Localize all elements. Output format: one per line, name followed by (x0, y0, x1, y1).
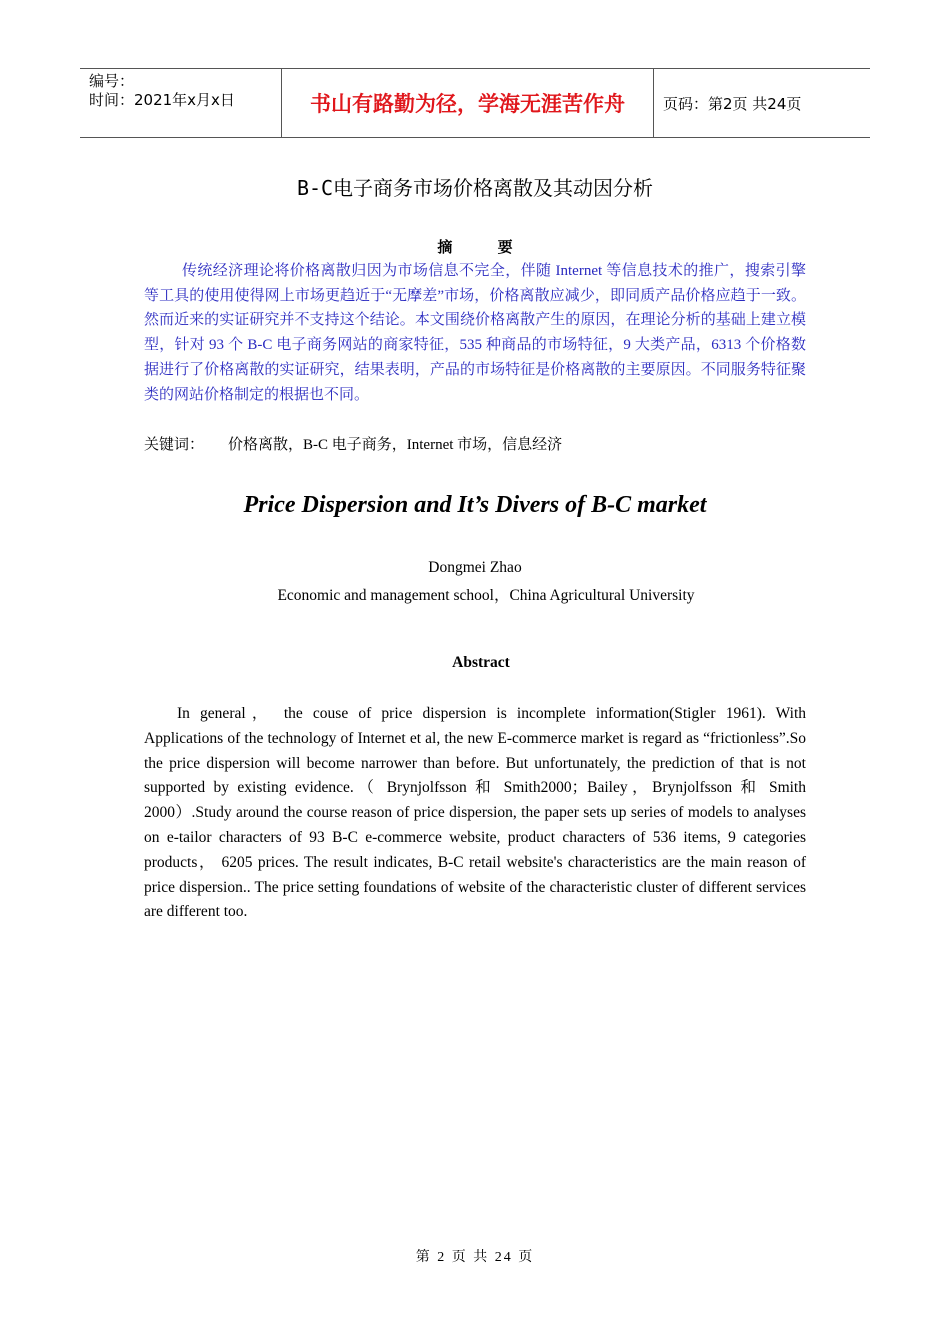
author-affiliation: Economic and management school，China Agricultural University (277, 587, 695, 604)
header-page-info: 页码：第2页 共24页 (663, 94, 802, 113)
keywords-line (144, 434, 806, 456)
abstract-heading-chinese: 摘 要 (437, 238, 533, 256)
header-meta (80, 69, 281, 137)
header-motto: 书山有路勤为径，学海无涯苦作舟 (281, 69, 654, 137)
page-footer: 第 2 页 共 24 页 (415, 1250, 535, 1265)
abstract-english: In general， the couse of price dispersion is incomplete information(Stigler 1961). With Applications of the technology of Internet et al, the new E-commerce market is regard as “frictionless”.So the price dispersion will become narrower than before. But unfortunately, the prediction of that is not supported by existing evidence.（ Brynjolfsson 和 Smith2000；Bailey，Brynjolfsson 和 Smith 2000）.Study around the course reason of price dispersion, the paper sets up series of models to analyses on e-tailor characters of 93 B-C e-commerce website, product characters of 536 items, 9 categories products， 6205 prices. The result indicates, B-C retail website's characteristics are the main reason of price dispersion.. The price setting foundations of website of the characteristic cluster of different services are different too. (144, 705, 806, 921)
abstract-heading-english: Abstract (452, 654, 510, 671)
title-english: Price Dispersion and It’s Divers of B-C market (243, 492, 707, 518)
keywords-label: 关键词： (144, 437, 205, 453)
header-number-label: 编号： (89, 72, 135, 90)
keywords-text: 价格离散，B-C 电子商务，Internet 市场，信息经济 (228, 437, 563, 453)
header-date-label: 时间：2021年x月x日 (89, 91, 235, 109)
title-chinese: B-C电子商务市场价格离散及其动因分析 (296, 176, 654, 200)
abstract-chinese: 传统经济理论将价格离散归因为市场信息不完全，伴随 Internet 等信息技术的推广，搜索引擎等工具的使用使得网上市场更趋近于“无摩差”市场，价格离散应减少，即同质产品价格应趋于一致。然而近来的实证研究并不支持这个结论。本文围绕价格离散产生的原因，在理论分析的基础上建立模型，针对 93 个 B-C 电子商务网站的商家特征，535 种商品的市场特征，9 大类产品，6313 个价格数据进行了价格离散的实证研究，结果表明，产品的市场特征是价格离散的主要原因。不同服务特征聚类的网站价格制定的根据也不同。 (144, 263, 806, 403)
page-header (80, 68, 870, 138)
author-name: Dongmei Zhao (428, 559, 522, 576)
